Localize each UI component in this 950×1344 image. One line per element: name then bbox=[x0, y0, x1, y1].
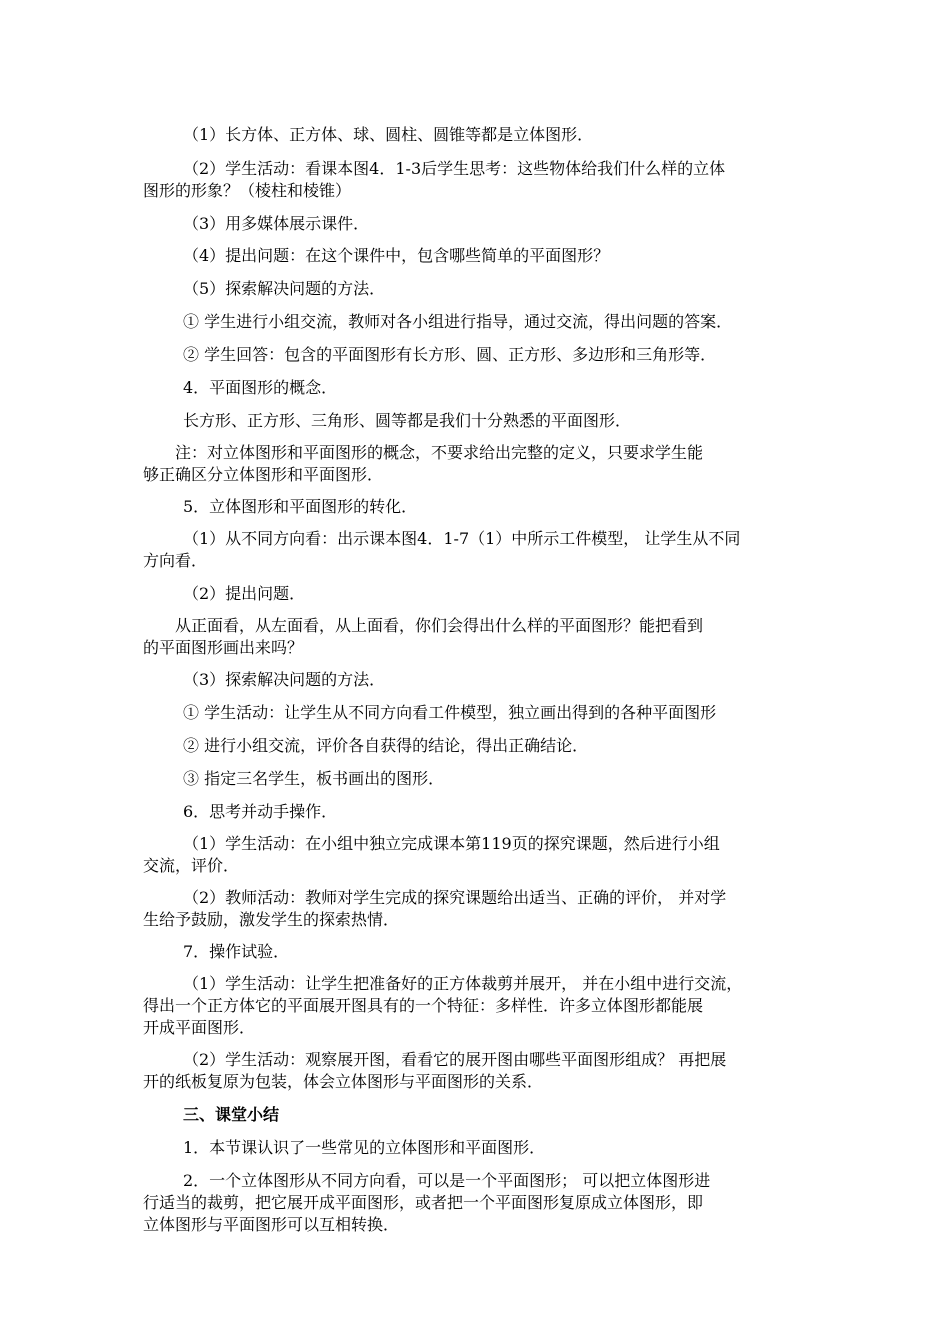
paragraph bbox=[143, 887, 808, 931]
paragraph: ② 进行小组交流，评价各自获得的结论，得出正确结论． bbox=[183, 736, 589, 755]
paragraph: ② 学生回答：包含的平面图形有长方形、圆、正方形、多边形和三角形等． bbox=[183, 345, 717, 364]
paragraph: （4）提出问题：在这个课件中，包含哪些简单的平面图形？ bbox=[183, 246, 610, 265]
paragraph: 6．思考并动手操作． bbox=[183, 802, 338, 821]
paragraph-line: 行适当的裁剪，把它展开成平面图形，或者把一个平面图形复原成立体图形，即 bbox=[143, 1193, 704, 1212]
paragraph: ③ 指定三名学生，板书画出的图形． bbox=[183, 769, 445, 788]
paragraph-line: 从正面看，从左面看，从上面看，你们会得出什么样的平面图形？能把看到 bbox=[175, 616, 704, 635]
paragraph-line: 开的纸板复原为包装，体会立体图形与平面图形的关系． bbox=[143, 1072, 544, 1091]
paragraph-line: 交流，评价． bbox=[143, 856, 240, 875]
paragraph: （1）长方体、正方体、球、圆柱、圆锥等都是立体图形． bbox=[183, 125, 594, 144]
paragraph bbox=[143, 528, 808, 572]
paragraph-line: （1）学生活动：在小组中独立完成课本第119页的探究课题，然后进行小组 bbox=[183, 834, 720, 853]
paragraph: （3）探索解决问题的方法． bbox=[183, 670, 386, 689]
paragraph-line: 够正确区分立体图形和平面图形． bbox=[143, 465, 384, 484]
paragraph: 5．立体图形和平面图形的转化． bbox=[183, 497, 418, 516]
paragraph: ① 学生活动：让学生从不同方向看工件模型，独立画出得到的各种平面图形 bbox=[183, 703, 717, 722]
paragraph-line: 的平面图形画出来吗？ bbox=[143, 638, 304, 657]
paragraph-line: （2）学生活动：看课本图4．1-3后学生思考：这些物体给我们什么样的立体 bbox=[183, 159, 726, 178]
paragraph-line: 立体图形与平面图形可以互相转换． bbox=[143, 1215, 400, 1234]
paragraph-line: 生给予鼓励，激发学生的探索热情． bbox=[143, 910, 400, 929]
paragraph-line: （1）学生活动：让学生把准备好的正方体裁剪并展开， 并在小组中进行交流， bbox=[183, 974, 743, 993]
paragraph: 4．平面图形的概念． bbox=[183, 378, 338, 397]
paragraph: ① 学生进行小组交流，教师对各小组进行指导，通过交流，得出问题的答案． bbox=[183, 312, 733, 331]
paragraph bbox=[143, 973, 808, 1039]
paragraph bbox=[143, 833, 808, 877]
paragraph bbox=[143, 1170, 808, 1236]
paragraph-line: 开成平面图形． bbox=[143, 1018, 256, 1037]
paragraph-line: 2．一个立体图形从不同方向看，可以是一个平面图形； 可以把立体图形进 bbox=[183, 1171, 711, 1190]
paragraph: 长方形、正方形、三角形、圆等都是我们十分熟悉的平面图形． bbox=[183, 411, 632, 430]
paragraph-line: （2）学生活动：观察展开图，看看它的展开图由哪些平面图形组成？ 再把展 bbox=[183, 1050, 727, 1069]
paragraph: 7．操作试验． bbox=[183, 942, 290, 961]
paragraph bbox=[143, 442, 808, 486]
section-heading: 三、课堂小结 bbox=[183, 1105, 280, 1124]
paragraph-line: 图形的形象？（棱柱和棱锥） bbox=[143, 181, 352, 200]
paragraph: 1．本节课认识了一些常见的立体图形和平面图形． bbox=[183, 1138, 546, 1157]
paragraph-line: （2）教师活动：教师对学生完成的探究课题给出适当、正确的评价， 并对学 bbox=[183, 888, 727, 907]
paragraph: （3）用多媒体展示课件． bbox=[183, 214, 370, 233]
paragraph-line: 得出一个正方体它的平面展开图具有的一个特征：多样性．许多立体图形都能展 bbox=[143, 996, 704, 1015]
paragraph: （5）探索解决问题的方法． bbox=[183, 279, 386, 298]
paragraph-line: （1）从不同方向看：出示课本图4．1-7（1）中所示工件模型， 让学生从不同 bbox=[183, 529, 741, 548]
paragraph bbox=[143, 1049, 808, 1093]
paragraph bbox=[143, 158, 808, 202]
paragraph-line: 注：对立体图形和平面图形的概念，不要求给出完整的定义，只要求学生能 bbox=[175, 443, 704, 462]
paragraph bbox=[143, 615, 808, 659]
paragraph-line: 方向看． bbox=[143, 551, 208, 570]
paragraph: （2）提出问题． bbox=[183, 584, 306, 603]
